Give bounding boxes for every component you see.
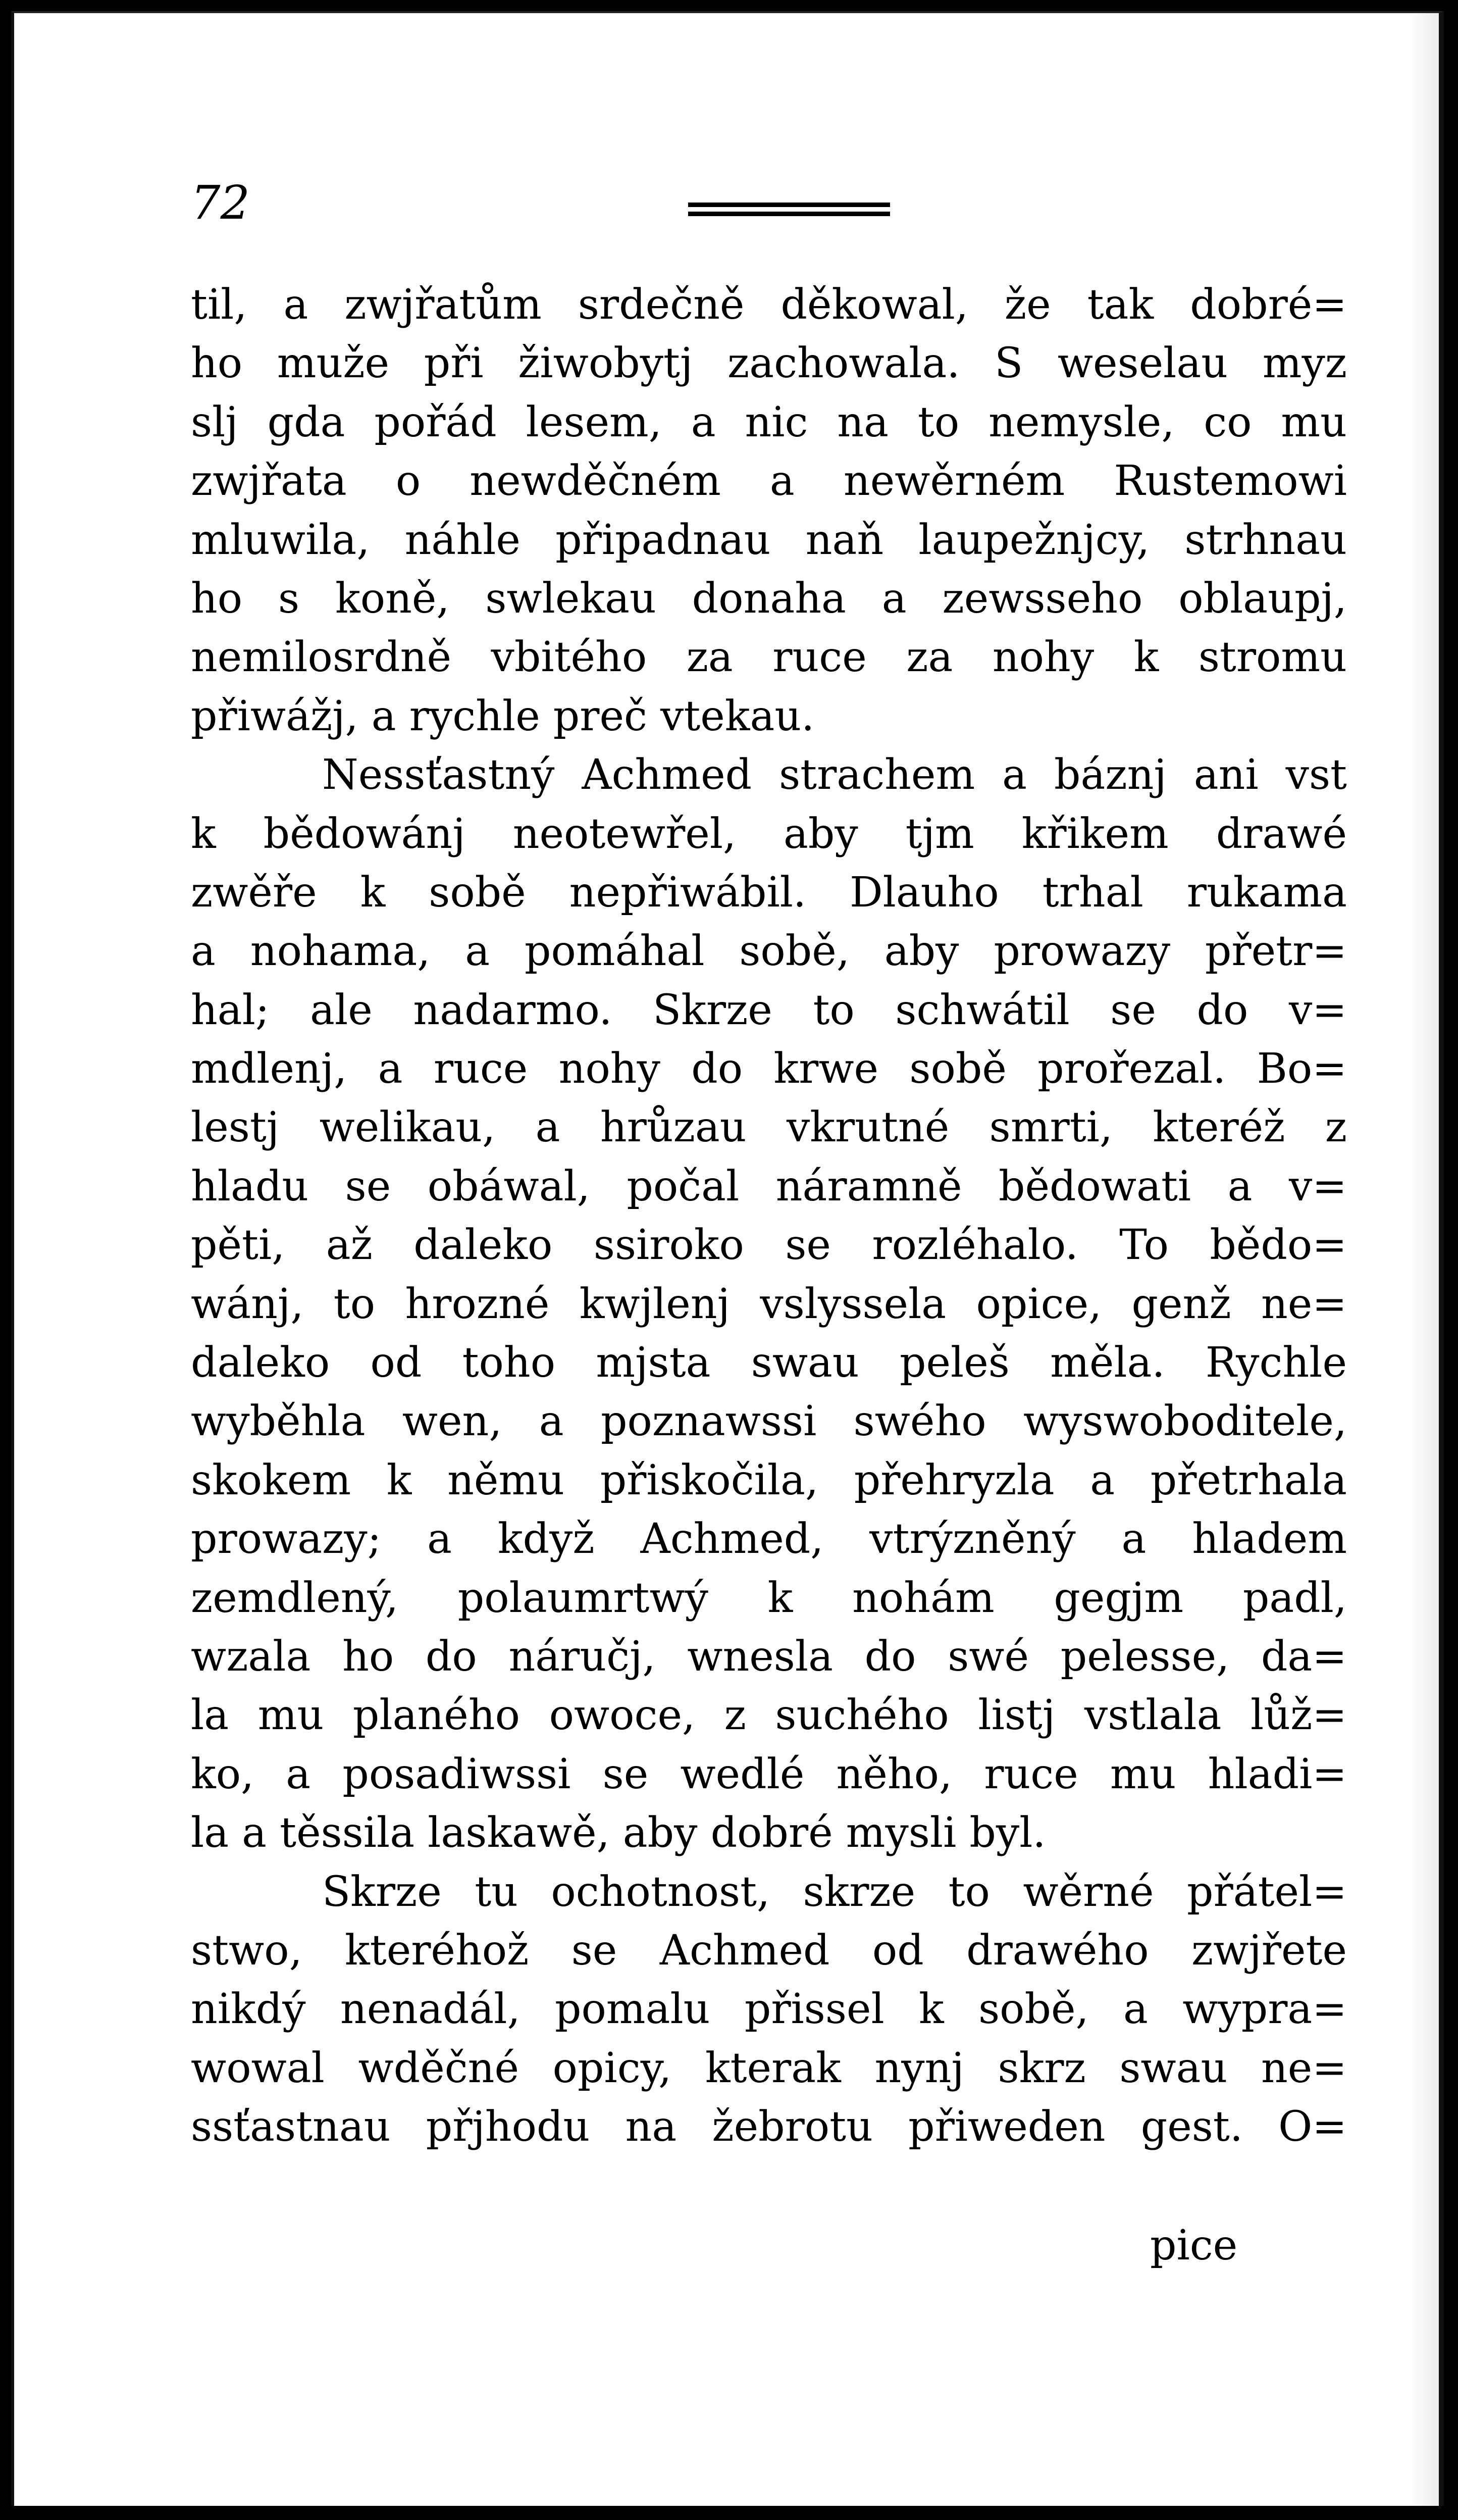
- text-line: lestj welikau, a hrůzau vkrutné smrti, kteréž z: [191, 1103, 1347, 1152]
- text-line: Skrze tu ochotnost, skrze to wěrné přátel=: [322, 1868, 1347, 1916]
- catchword: pice: [1150, 2222, 1238, 2270]
- header-rule-line: [688, 203, 890, 207]
- text-line: hal; ale nadarmo. Skrze to schwátil se do v=: [191, 986, 1347, 1034]
- text-line: hladu se obáwal, počal náramně bědowati a v=: [191, 1162, 1347, 1211]
- text-line: la a těssila laskawě, aby dobré mysli byl.: [191, 1809, 1046, 1857]
- page-number: 72: [191, 176, 250, 230]
- header-rule: [688, 203, 890, 221]
- text-line: a nohama, a pomáhal sobě, aby prowazy přetr=: [191, 927, 1347, 976]
- text-line: zwěře k sobě nepřiwábil. Dlauho trhal rukama: [191, 868, 1347, 917]
- book-page: [11, 11, 1444, 2506]
- header-rule-line: [688, 212, 890, 216]
- text-line: Nessťastný Achmed strachem a báznj ani vst: [322, 751, 1347, 799]
- text-line: wzala ho do náručj, wnesla do swé pelesse, da=: [191, 1632, 1347, 1681]
- text-line: wánj, to hrozné kwjlenj vslyssela opice, genž ne=: [191, 1280, 1347, 1328]
- text-line: la mu planého owoce, z suchého listj vstlala lůž=: [191, 1691, 1347, 1740]
- page-edge-shadow: [1409, 13, 1439, 2506]
- text-line: mdlenj, a ruce nohy do krwe sobě prořezal. Bo=: [191, 1045, 1347, 1093]
- text-line: wyběhla wen, a poznawssi swého wyswoboditele,: [191, 1397, 1347, 1446]
- text-line: skokem k němu přiskočila, přehryzla a přetrhala: [191, 1456, 1347, 1504]
- text-line: stwo, kteréhož se Achmed od drawého zwjřete: [191, 1926, 1347, 1975]
- text-line: nemilosrdně vbitého za ruce za nohy k stromu: [191, 633, 1347, 682]
- text-line: k bědowánj neotewřel, aby tjm křikem drawé: [191, 810, 1347, 858]
- text-line: ho s koně, swlekau donaha a zewsseho oblaupj,: [191, 574, 1347, 623]
- text-line: ko, a posadiwssi se wedlé něho, ruce mu hladi=: [191, 1750, 1347, 1798]
- text-line: prowazy; a když Achmed, vtrýzněný a hladem: [191, 1515, 1347, 1564]
- text-line: til, a zwjřatům srdečně děkowal, že tak dobré=: [191, 281, 1347, 329]
- text-line: daleko od toho mjsta swau peleš měla. Rychle: [191, 1339, 1347, 1387]
- text-line: zwjřata o newděčném a newěrném Rustemowi: [191, 457, 1347, 506]
- text-line: wowal wděčné opicy, kterak nynj skrz swau ne=: [191, 2044, 1347, 2092]
- text-line: ssťastnau přjhodu na žebrotu přiweden gest. O=: [191, 2103, 1347, 2151]
- text-line: mluwila, náhle připadnau naň laupežnjcy, strhnau: [191, 516, 1347, 564]
- text-line: ho muže při žiwobytj zachowala. S weselau myz: [191, 339, 1347, 388]
- text-line: zemdlený, polaumrtwý k nohám gegjm padl,: [191, 1574, 1347, 1622]
- text-line: přiwážj, a rychle preč vtekau.: [191, 692, 815, 740]
- text-line: pěti, až daleko ssiroko se rozléhalo. To bědo=: [191, 1221, 1347, 1270]
- text-line: slj gda pořád lesem, a nic na to nemysle, co mu: [191, 398, 1347, 446]
- text-line: nikdý nenadál, pomalu přissel k sobě, a wypra=: [191, 1985, 1347, 2034]
- body-text: [191, 276, 1347, 2157]
